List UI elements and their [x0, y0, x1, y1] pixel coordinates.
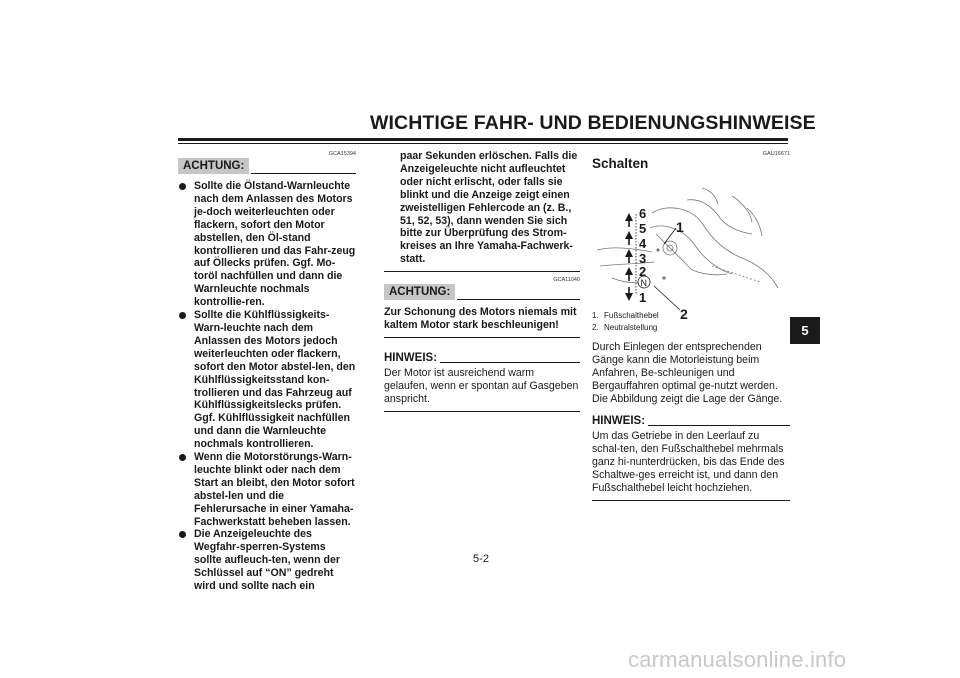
list-item: [178, 528, 356, 593]
caution-badge: ACHTUNG:: [178, 158, 249, 174]
chapter-tab[interactable]: 5: [790, 317, 820, 344]
caution-rule: [457, 299, 580, 300]
gear-label-neutral: N: [640, 278, 647, 288]
reference-code: GCA15394: [328, 151, 356, 157]
hint-header: [384, 352, 580, 365]
caution-header: [178, 158, 356, 174]
bullet-text: Wenn die Motorstörungs-Warn-leuchte blinkt oder nach dem Start an bleibt, den Motor sofort abstel-len und die Fehlerursache in einer Yamaha-Fachwerkstatt beheben lassen.: [194, 451, 355, 528]
gear-label: 4: [639, 236, 647, 251]
bullet-text: Sollte die Kühlflüssigkeits-Warn-leuchte nach dem Anlassen des Motors jedoch weiterleuchten oder flackern, sofort den Motor abstel-len, den Kühlflüssigkeitsstand kon-trollieren und das Fahrzeug auf Kühlflüssigkeitslecks prüfen. Ggf. Kühlflüssigkeit nachfüllen und dann die Warnleuchte nochmals kontrollieren.: [194, 309, 356, 451]
reference-code: GCA11040: [553, 277, 580, 284]
legend-item: [592, 322, 790, 334]
legend-text: Fußschalthebel: [604, 310, 659, 320]
hint-rule: [440, 362, 580, 363]
page-title: WICHTIGE FAHR- UND BEDIENUNGSHINWEISE: [370, 112, 816, 134]
caution-text: Zur Schonung des Motors niemals mit kaltem Motor stark beschleunigen!: [384, 306, 577, 332]
gear-label: 5: [639, 221, 647, 236]
gear-label: 2: [639, 264, 647, 279]
reference-code: GAU16671: [762, 151, 790, 157]
legend-number: 1.: [592, 310, 599, 320]
list-item: [178, 309, 356, 451]
legend-item: [592, 310, 790, 322]
gear-label: 3: [639, 251, 647, 266]
bullet-icon: [179, 183, 186, 190]
hint-rule: [648, 425, 790, 426]
caution-rule: [251, 173, 356, 174]
gear-label: 6: [639, 206, 647, 221]
hint-header: [592, 415, 790, 428]
column-2: [384, 150, 580, 412]
hint-label: HINWEIS:: [384, 351, 438, 364]
column-1: [178, 150, 356, 593]
legend-number: 2.: [592, 322, 599, 332]
column-3: [592, 150, 790, 501]
caution-badge: ACHTUNG:: [384, 284, 455, 300]
callout-number: 1: [676, 219, 684, 235]
watermark: carmanualsonline.info: [628, 647, 847, 672]
section-heading: Schalten: [592, 156, 649, 171]
callout-leaders: [654, 228, 680, 310]
bullet-text: Die Anzeigeleuchte des Wegfahr-sperren-Systems sollte aufleuch-ten, wenn der Schlüssel auf “ON” gedreht wird und sollte nach ein: [194, 528, 340, 593]
caution-bullet-list: [178, 180, 356, 593]
title-rule-thin: [178, 143, 788, 144]
motorcycle-frame-drawing: [597, 188, 778, 288]
body-paragraph: Durch Einlegen der entsprechenden Gänge kann die Motorleistung beim Anfahren, Be-schleunigen und Bergauffahren optimal ge-nutzt werden.: [592, 340, 778, 392]
hint-end-rule: [384, 411, 580, 412]
list-item: [178, 451, 356, 528]
gear-label: 1: [639, 290, 647, 305]
caution-end-rule: [384, 271, 580, 272]
bullet-icon: [179, 312, 186, 319]
list-item: [178, 180, 356, 309]
title-rule: [178, 138, 788, 141]
page-number: 5-2: [473, 553, 489, 565]
bullet-icon: [179, 531, 186, 538]
figure-legend: [592, 310, 790, 334]
hint-end-rule: [592, 500, 790, 501]
hint-text: Um das Getriebe in den Leerlauf zu schal-ten, den Fußschalthebel mehrmals ganz hi-nunterdrücken, bis das Ende des Schaltwe-ges erreicht ist, und dann den Fußschalthebel leicht hochziehen.: [592, 430, 785, 494]
hint-text: Der Motor ist ausreichend warm gelaufen, wenn er spontan auf Gasgeben anspricht.: [384, 366, 579, 405]
hint-label: HINWEIS:: [592, 415, 646, 428]
caution-header: [384, 284, 580, 300]
body-paragraph: Die Abbildung zeigt die Lage der Gänge.: [592, 392, 783, 405]
callout-number: 2: [680, 306, 688, 322]
legend-text: Neutralstellung: [604, 322, 658, 332]
shift-arrows-icon: [625, 213, 633, 301]
bullet-icon: [179, 454, 186, 461]
bullet-text: Sollte die Ölstand-Warnleuchte nach dem Anlassen des Motors je-doch weiterleuchten oder flackern, sofort den Motor abstellen, den Öl-stand kontrollieren und das Fahr-zeug auf Öllecks prüfen. Ggf. Mo-toröl nachfüllen und dann die Warnleuchte nochmals kontrollie-ren.: [194, 180, 356, 309]
caution-continuation: paar Sekunden erlöschen. Falls die Anzeigeleuchte nicht aufleuchtet oder nicht erlischt, oder falls sie blinkt und die Anzeige zeigt einen zweistelligen Fehlercode an (z. B., 51, 52, 53), dann wenden Sie sich bitte zur Überprüfung des Strom-kreises an Ihre Yamaha-Fachwerk-statt.: [400, 150, 578, 266]
caution-end-rule: [384, 337, 580, 338]
